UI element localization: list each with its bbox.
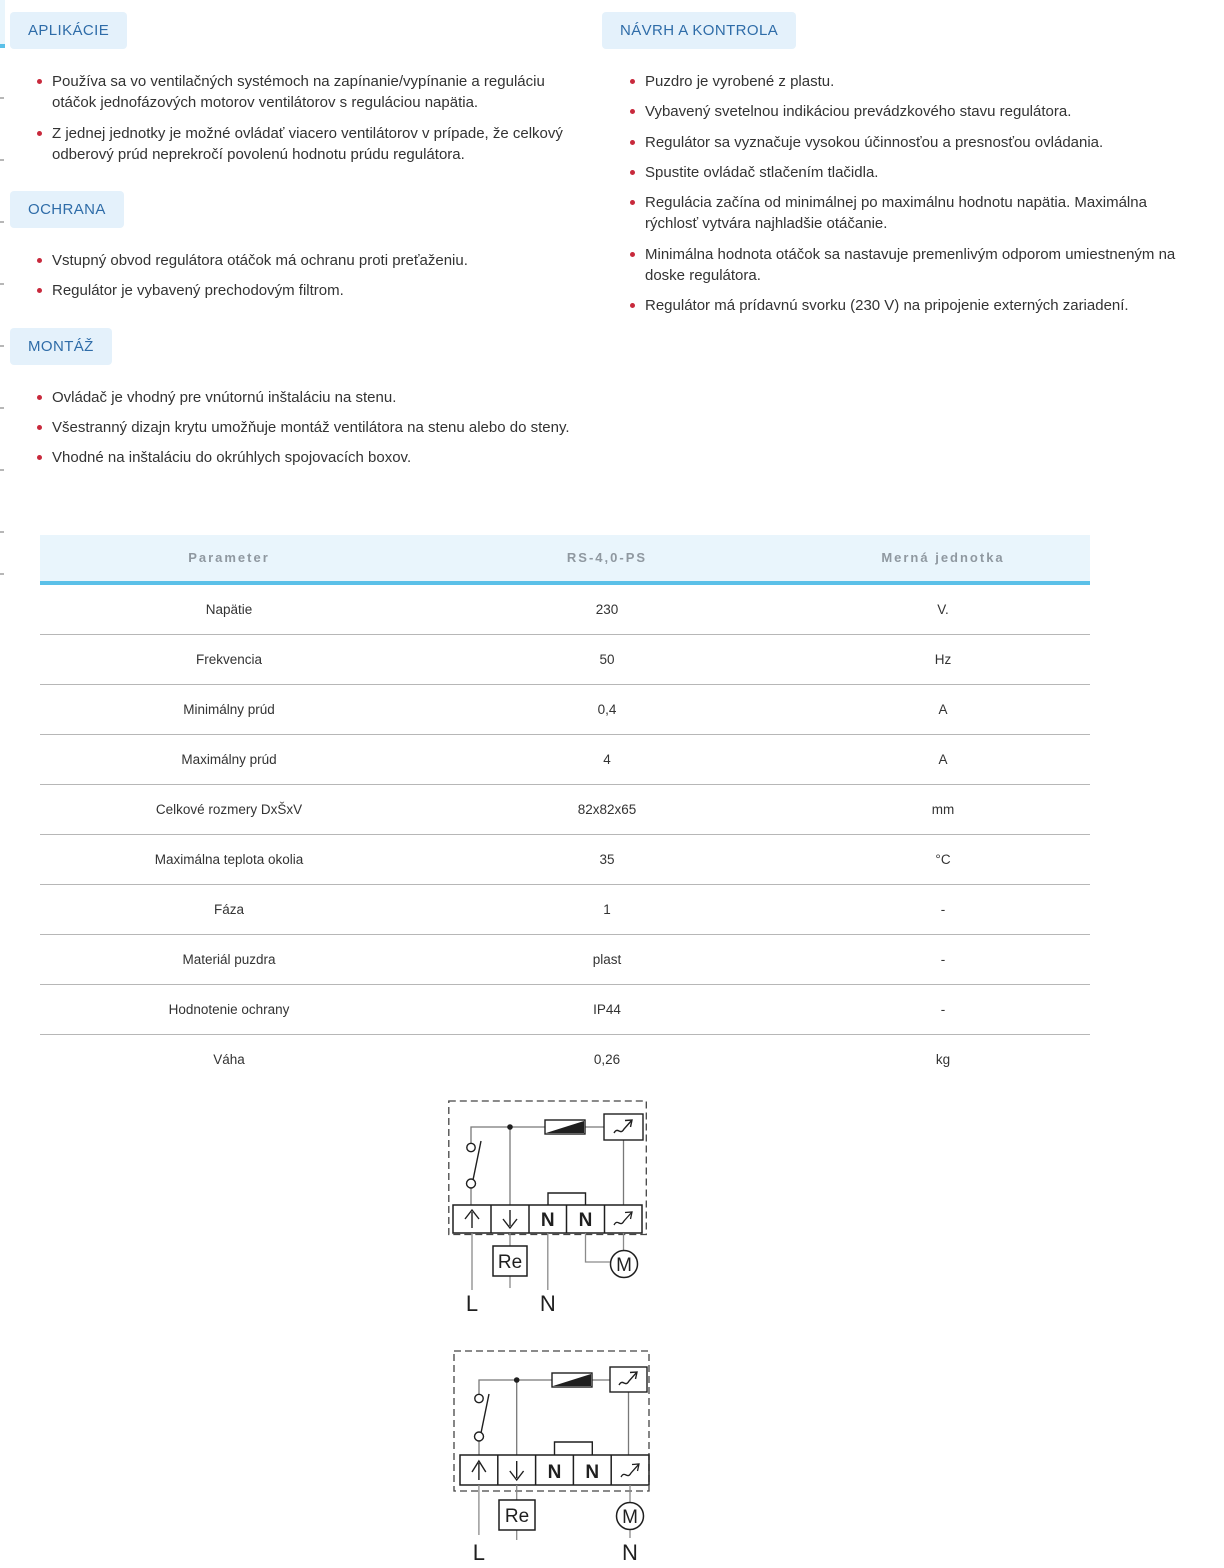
cell-unit: A [796, 734, 1090, 784]
cell-param: Maximálna teplota okolia [40, 834, 418, 884]
cell-unit: °C [796, 834, 1090, 884]
cell-value: IP44 [418, 984, 796, 1034]
section-navrh-a-kontrola [602, 12, 1224, 317]
terminal-n-label: N [547, 1461, 562, 1483]
cell-unit: - [796, 934, 1090, 984]
table-header-row [40, 535, 1090, 583]
relay-label: Re [504, 1505, 530, 1527]
left-column [0, 12, 602, 495]
wiring-diagram-1 [448, 1100, 648, 1315]
list-item: Vhodné na inštaláciu do okrúhlych spojovacích boxov. [36, 447, 577, 468]
table-row [40, 1034, 1090, 1084]
col-header-model: RS-4,0-PS [418, 535, 796, 583]
list-item: Ovládač je vhodný pre vnútornú inštaláciu na stenu. [36, 387, 577, 408]
cell-value: 1 [418, 884, 796, 934]
internal-wires [479, 1380, 629, 1455]
section-title-navrh-a-kontrola: NÁVRH A KONTROLA [602, 12, 796, 49]
list-item: Puzdro je vyrobené z plastu. [629, 71, 1200, 92]
spec-table [40, 535, 1090, 1084]
jumper-bridge [548, 1193, 586, 1205]
internal-wires [471, 1127, 624, 1205]
cell-value: 230 [418, 583, 796, 635]
cell-unit: A [796, 684, 1090, 734]
junction-dot [507, 1124, 513, 1130]
right-column [602, 12, 1224, 495]
cutoff-table-header [0, 0, 5, 48]
variable-resistor-icon [545, 1120, 585, 1134]
jumper-bridge [555, 1442, 593, 1455]
cell-param: Hodnotenie ochrany [40, 984, 418, 1034]
cell-param: Napätie [40, 583, 418, 635]
terminal-n-label: N [585, 1461, 600, 1483]
list-item: Z jednej jednotky je možné ovládať viacero ventilátorov v prípade, že celkový odberový prúd neprekročí povolenú hodnotu prúdu regulátora. [36, 123, 577, 166]
motor-label: M [622, 1506, 638, 1528]
section-montaz [0, 328, 602, 469]
montaz-list [36, 387, 602, 469]
section-title-montaz: MONTÁŽ [10, 328, 112, 365]
section-title-aplikacie: APLIKÁCIE [10, 12, 127, 49]
terminal-down-arrow-icon [510, 1461, 524, 1480]
table-row [40, 734, 1090, 784]
line-label: L [472, 1539, 486, 1565]
switch-icon [475, 1394, 490, 1441]
col-header-parameter: Parameter [40, 535, 418, 583]
cell-unit: V. [796, 583, 1090, 635]
navrh-list [629, 71, 1224, 317]
cell-unit: - [796, 984, 1090, 1034]
cell-param: Váha [213, 1051, 245, 1067]
section-title-ochrana: OCHRANA [10, 191, 124, 228]
table-row [40, 684, 1090, 734]
table-row [40, 984, 1090, 1034]
cell-param: Maximálny prúd [40, 734, 418, 784]
ochrana-list [36, 250, 602, 302]
list-item: Vybavený svetelnou indikáciou prevádzkového stavu regulátora. [629, 101, 1200, 122]
line-label: L [465, 1290, 479, 1315]
regulator-box-icon [604, 1114, 643, 1140]
switch-icon [467, 1141, 482, 1188]
section-ochrana [0, 191, 602, 302]
table-row [40, 934, 1090, 984]
cell-unit: mm [796, 784, 1090, 834]
relay-label: Re [497, 1251, 523, 1273]
neutral-label: N [622, 1539, 638, 1565]
cell-value: 82x82x65 [418, 784, 796, 834]
col-header-unit: Merná jednotka [796, 535, 1090, 583]
variable-resistor-icon [552, 1373, 592, 1387]
list-item: Používa sa vo ventilačných systémoch na zapínanie/vypínanie a reguláciu otáčok jednofázových motorov ventilátorov s reguláciou napätia. [36, 71, 577, 114]
cell-param: Frekvencia [40, 634, 418, 684]
cell-unit: kg [935, 1051, 951, 1067]
feature-columns [0, 0, 1224, 495]
cell-value: 0,26 [593, 1051, 621, 1067]
list-item: Regulátor sa vyznačuje vysokou účinnosťou a presnosťou ovládania. [629, 132, 1200, 153]
list-item: Regulácia začína od minimálnej po maximálnu hodnotu napätia. Maximálna rýchlosť vytvára najhladšie otáčanie. [629, 192, 1200, 235]
external-wires [472, 1233, 624, 1290]
cell-value: 50 [418, 634, 796, 684]
cell-unit: - [796, 884, 1090, 934]
wiring-diagram-2 [452, 1350, 652, 1565]
terminal-regulator-icon [621, 1464, 639, 1477]
cell-unit: Hz [796, 634, 1090, 684]
section-aplikacie [0, 12, 602, 165]
list-item: Minimálna hodnota otáčok sa nastavuje premenlivým odporom umiestneným na doske regulátora. [629, 244, 1200, 287]
list-item: Regulátor má prídavnú svorku (230 V) na pripojenie externých zariadení. [629, 295, 1200, 316]
terminal-n-label: N [578, 1209, 593, 1231]
terminal-regulator-icon [614, 1212, 632, 1225]
cell-value: plast [418, 934, 796, 984]
table-row [40, 583, 1090, 635]
terminal-up-arrow-icon [465, 1210, 479, 1228]
cutoff-table-sliver [0, 0, 5, 48]
cell-value: 4 [418, 734, 796, 784]
cell-value: 0,4 [418, 684, 796, 734]
neutral-label: N [539, 1290, 556, 1315]
terminal-n-label: N [540, 1209, 555, 1231]
terminal-up-arrow-icon [472, 1461, 486, 1480]
cell-param: Fáza [40, 884, 418, 934]
table-row [40, 784, 1090, 834]
regulator-box-icon [610, 1367, 647, 1392]
cell-param: Celkové rozmery DxŠxV [40, 784, 418, 834]
motor-label: M [616, 1254, 632, 1276]
list-item: Vstupný obvod regulátora otáčok má ochranu proti preťaženiu. [36, 250, 577, 271]
junction-dot [514, 1377, 520, 1383]
list-item: Všestranný dizajn krytu umožňuje montáž ventilátora na stenu alebo do steny. [36, 417, 577, 438]
table-row [40, 634, 1090, 684]
list-item: Spustite ovládač stlačením tlačidla. [629, 162, 1200, 183]
cell-param: Materiál puzdra [40, 934, 418, 984]
table-row [40, 834, 1090, 884]
aplikacie-list [36, 71, 602, 165]
external-wires [479, 1485, 630, 1540]
list-item: Regulátor je vybavený prechodovým filtrom. [36, 280, 577, 301]
terminal-down-arrow-icon [503, 1210, 517, 1228]
cell-value: 35 [418, 834, 796, 884]
table-row [40, 884, 1090, 934]
cell-param: Minimálny prúd [40, 684, 418, 734]
